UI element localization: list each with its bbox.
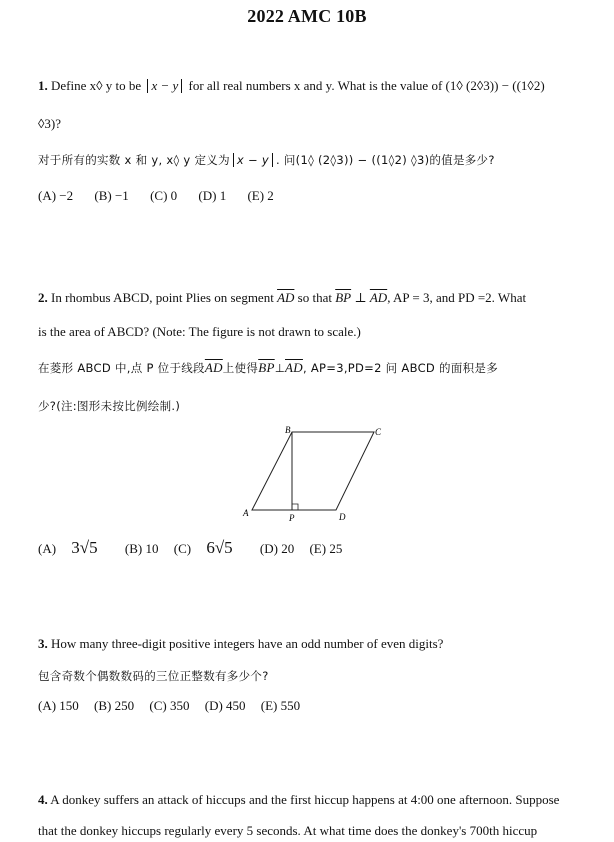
q2-choice-a-expr: 3√5: [71, 538, 98, 557]
q2-zh-segment-ad-2: $\overline{AD}$: [285, 360, 303, 375]
q2-choices: [38, 538, 354, 558]
q1-choice-b: (B) −1: [94, 188, 129, 203]
q2-segment-bp: $\overline{BP}$: [335, 290, 352, 305]
label-d: D: [339, 512, 346, 522]
q2-segment-ad: $\overline{AD}$: [277, 290, 295, 305]
q1-number: 1.: [38, 78, 48, 93]
q1-line1: [38, 78, 545, 94]
q2-choice-c: [173, 538, 245, 557]
q3-chinese: 包含奇数个偶数数码的三位正整数有多少个?: [38, 669, 269, 683]
q2-zh-b: 上使得: [222, 361, 259, 375]
q1-choice-d: (D) 1: [198, 188, 227, 203]
q1-text-pre: Define x◊ y to be: [51, 78, 142, 93]
q2-choice-b: (B) 10: [124, 541, 159, 556]
q1-text-post: for all real numbers x and y. What is the value of (1◊ (2◊3)) − ((1◊2): [188, 78, 545, 93]
q3-choices: [38, 698, 312, 714]
q2-chinese-line2: 少?(注:图形未按比例绘制.): [38, 399, 181, 413]
q4-text-line1: A donkey suffers an attack of hiccups and the first hiccup happens at 4:00 one afternoon. Suppose: [50, 792, 560, 807]
q2-choice-c-expr: 6√5: [206, 538, 233, 557]
q3-choice-a: (A) 150: [38, 698, 79, 713]
q3-choice-d: (D) 450: [204, 698, 246, 713]
label-p: P: [289, 513, 295, 523]
q3-choice-b: (B) 250: [94, 698, 135, 713]
q1-zh-post: . 问(1◊ (2◊3)) − ((1◊2) ◊3)的值是多少?: [275, 153, 495, 167]
q3-text: How many three-digit positive integers have an odd number of even digits?: [51, 636, 444, 651]
q1-choice-e: (E) 2: [247, 188, 274, 203]
q1-zh-abs: x − y: [233, 153, 273, 167]
rhombus-outline: [252, 432, 374, 510]
right-angle-mark: [292, 504, 298, 510]
q2-zh-c: , AP=3,PD=2 问 ABCD 的面积是多: [302, 361, 499, 375]
q2-zh-perp: ⊥: [274, 361, 286, 375]
q3-number: 3.: [38, 636, 48, 651]
q1-choice-a: (A) −2: [38, 188, 74, 203]
q1-line2: ◊3)?: [38, 116, 62, 131]
q4-line2: that the donkey hiccups regularly every 5 seconds. At what time does the donkey's 700th hiccup: [38, 823, 538, 838]
q4-number: 4.: [38, 792, 48, 807]
q3-choice-c: (C) 350: [149, 698, 190, 713]
q1-zh-pre: 对于所有的实数 x 和 y, x◊ y 定义为: [38, 153, 230, 167]
q2-line2: is the area of ABCD? (Note: The figure is not drawn to scale.): [38, 324, 361, 339]
q2-choice-e: (E) 25: [309, 541, 343, 556]
q3-choice-e: (E) 550: [260, 698, 301, 713]
page-title: 2022 AMC 10B: [247, 6, 367, 26]
q2-choice-c-label: (C): [173, 541, 192, 556]
rhombus-figure: [240, 424, 390, 524]
q2-choice-a-label: (A): [38, 541, 57, 556]
q2-text-a: In rhombus ABCD, point Plies on segment: [51, 290, 274, 305]
q2-zh-segment-ad: $\overline{AD}$: [204, 360, 223, 375]
label-b: B: [285, 425, 291, 435]
q2-line1: [38, 290, 526, 306]
label-a: A: [243, 508, 249, 518]
q4-line1: [38, 792, 559, 808]
q2-text-c: , AP = 3, and PD =2. What: [387, 290, 527, 305]
q2-zh-a: 在菱形 ABCD 中,点 P 位于线段: [38, 361, 205, 375]
q1-choices: [38, 188, 292, 204]
q2-number: 2.: [38, 290, 48, 305]
q2-choice-d: (D) 20: [259, 541, 295, 556]
q1-choice-c: (C) 0: [150, 188, 178, 203]
label-c: C: [375, 427, 382, 437]
q2-zh-segment-bp: $\overline{BP}$: [258, 360, 275, 375]
q2-text-b: so that: [297, 290, 332, 305]
q2-chinese-line1: [38, 360, 498, 376]
q2-choice-a: [38, 538, 110, 557]
q1-abs-expression: x − y: [147, 79, 182, 93]
q3-line1: [38, 636, 443, 652]
q2-segment-ad-2: $\overline{AD}$: [369, 290, 388, 305]
q2-perp-symbol: ⊥: [354, 290, 367, 305]
q1-chinese: [38, 152, 495, 168]
